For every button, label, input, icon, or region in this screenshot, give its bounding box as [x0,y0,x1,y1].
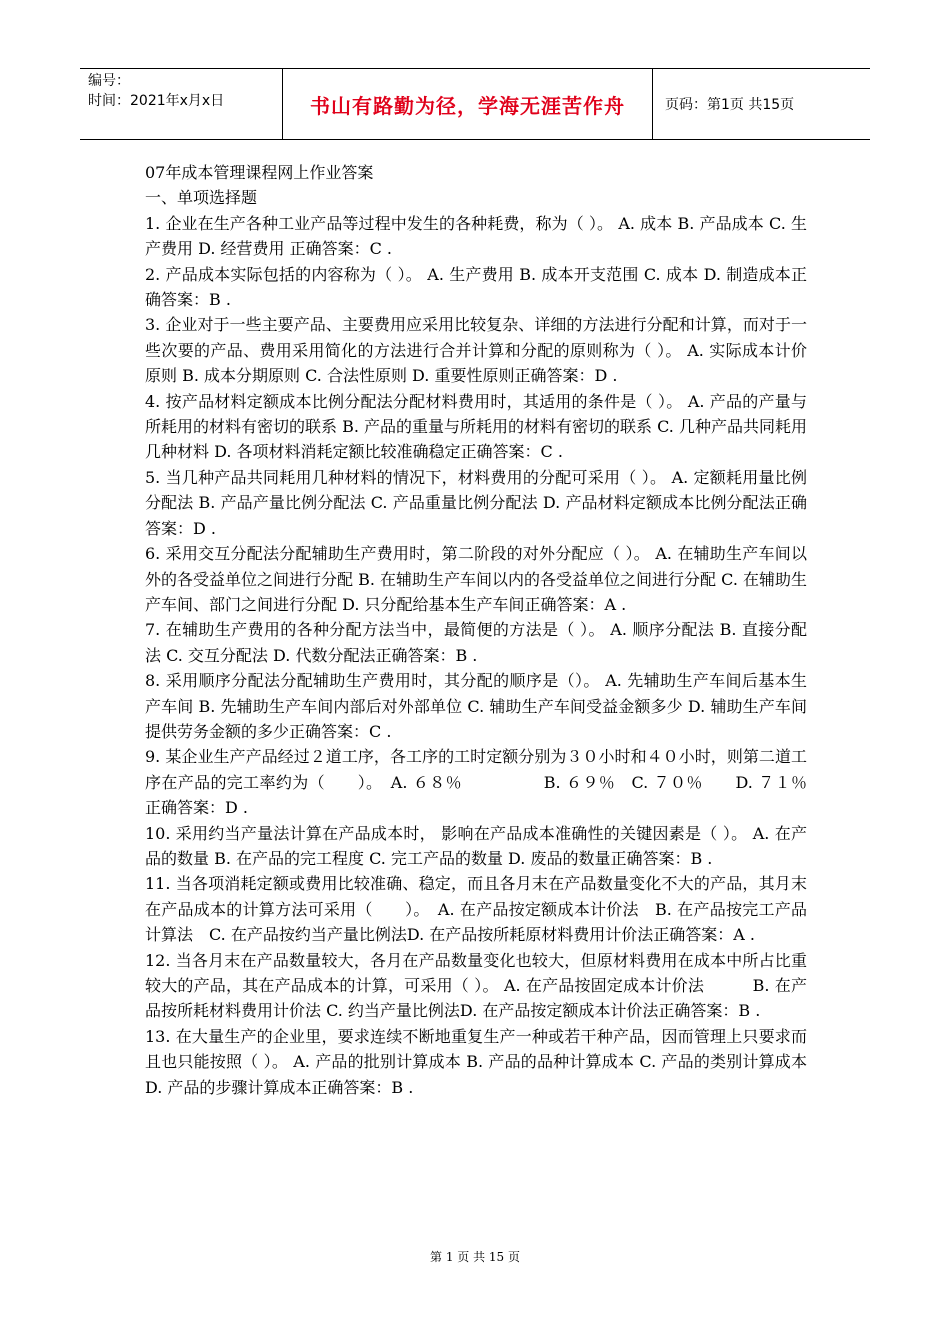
question-item: 2. 产品成本实际包括的内容称为（ ）。 A. 生产费用 B. 成本开支范围 C. 成本 D. 制造成本正确答案：B . [145,264,807,310]
header-motto: 书山有路勤为径，学海无涯苦作舟 [283,69,653,139]
header-table [80,68,870,140]
header-page-info: 页码：第1页 共15页 [665,97,795,113]
question-item: 4. 按产品材料定额成本比例分配法分配材料费用时，其适用的条件是（ ）。 A. 产品的产量与所耗用的材料有密切的联系 B. 产品的重量与所耗用的材料有密切的联系 C. 几种产品共同耗用几种材料 D. 各项材料消耗定额比较准确稳定正确答案：C . [145,391,807,462]
question-item: 5. 当几种产品共同耗用几种材料的情况下，材料费用的分配可采用（ ）。 A. 定额耗用量比例分配法 B. 产品产量比例分配法 C. 产品重量比例分配法 D. 产品材料定额成本比例分配法正确答案：D . [145,467,807,538]
question-item: 10. 采用约当产量法计算在产品成本时， 影响在产品成本准确性的关键因素是（ ）。 A. 在产品的数量 B. 在产品的完工程度 C. 完工产品的数量 D. 废品的数量正确答案：B . [145,823,807,868]
question-item: 9. 某企业生产产品经过２道工序，各工序的工时定额分别为３０小时和４０小时，则第二道工序在产品的完工率约为（ ）。 A. ６８％ B. ６９％ C. ７０％ D. ７１％正确答案：D . [145,747,807,818]
number-label: 编号： [88,73,130,89]
question-item: 1. 企业在生产各种工业产品等过程中发生的各种耗费，称为（ ）。 A. 成本 B. 产品成本 C. 生产费用 D. 经营费用 正确答案：C . [145,213,807,259]
header-meta [80,69,283,139]
document-body [145,160,807,1100]
page-footer: 第 1 页 共 15 页 [430,1250,520,1264]
question-item: 11. 当各项消耗定额或费用比较准确、稳定，而且各月末在产品数量变化不大的产品，其月末在产品成本的计算方法可采用（ ）。 A. 在产品按定额成本计价法 B. 在产品按完工产品计算法 C. 在产品按约当产量比例法D. 在产品按所耗原材料费用计价法正确答案：A . [145,874,807,945]
question-item: 8. 采用顺序分配法分配辅助生产费用时，其分配的顺序是（）。 A. 先辅助生产车间后基本生产车间 B. 先辅助生产车间内部后对外部单位 C. 辅助生产车间受益金额多少 D. 辅助生产车间提供劳务金额的多少正确答案：C . [145,671,807,741]
time-label: 时间：2021年x月x日 [88,93,225,109]
section-heading: 一、单项选择题 [145,188,258,208]
question-item: 13. 在大量生产的企业里，要求连续不断地重复生产一种或若干种产品，因而管理上只要求而且也只能按照（ ）。 A. 产品的批别计算成本 B. 产品的品种计算成本 C. 产品的类别计算成本 D. 产品的步骤计算成本正确答案：B . [145,1026,807,1097]
question-item: 6. 采用交互分配法分配辅助生产费用时，第二阶段的对外分配应（ ）。 A. 在辅助生产车间以外的各受益单位之间进行分配 B. 在辅助生产车间以内的各受益单位之间进行分配 C. 在辅助生产车间、部门之间进行分配 D. 只分配给基本生产车间正确答案：A . [145,544,807,614]
question-item: 3. 企业对于一些主要产品、主要费用应采用比较复杂、详细的方法进行分配和计算，而对于一些次要的产品、费用采用简化的方法进行合并计算和分配的原则称为（ ）。 A. 实际成本计价原则 B. 成本分期原则 C. 合法性原则 D. 重要性原则正确答案：D . [145,315,807,386]
document-title: 07年成本管理课程网上作业答案 [145,163,374,182]
question-item: 12. 当各月末在产品数量较大，各月在产品数量变化也较大，但原材料费用在成本中所占比重较大的产品，其在产品成本的计算，可采用（ ）。 A. 在产品按固定成本计价法 B. 在产品按所耗材料费用计价法 C. 约当产量比例法D. 在产品按定额成本计价法正确答案：B . [145,950,807,1021]
question-item: 7. 在辅助生产费用的各种分配方法当中，最简便的方法是（ ）。 A. 顺序分配法 B. 直接分配法 C. 交互分配法 D. 代数分配法正确答案：B . [145,620,807,665]
